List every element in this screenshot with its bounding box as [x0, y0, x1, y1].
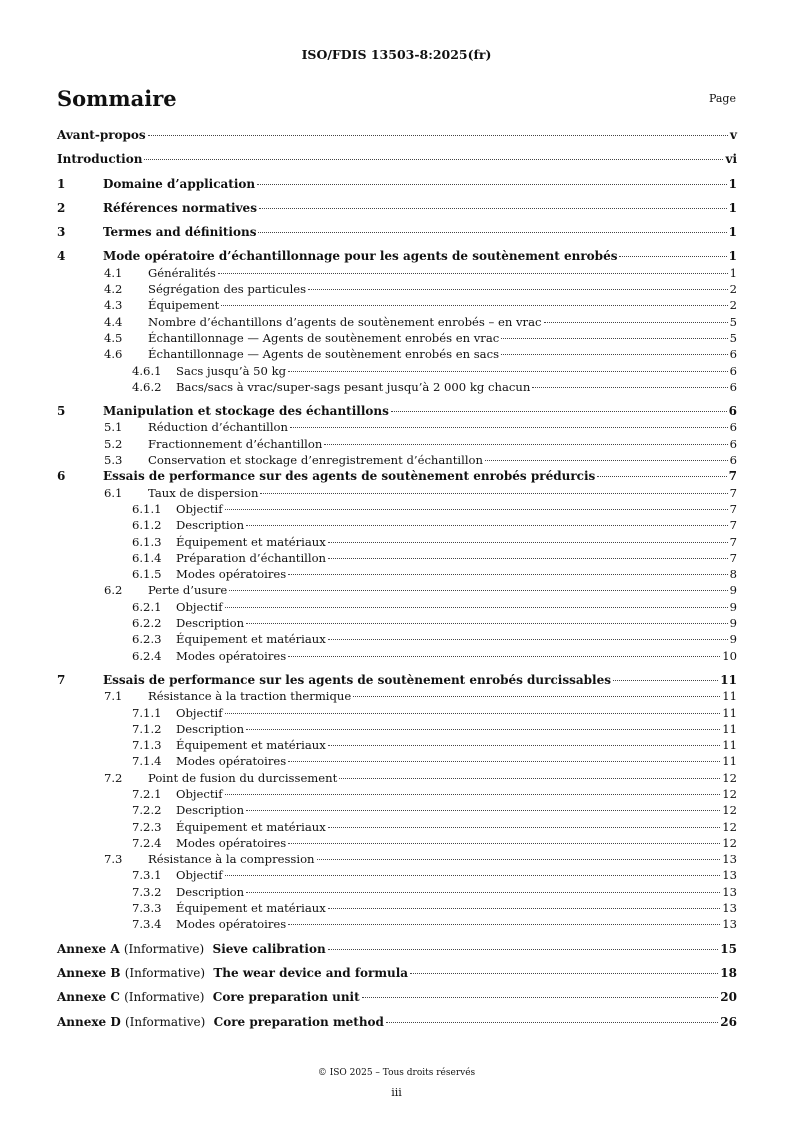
toc-entry-number: 6.1: [104, 485, 123, 500]
toc-entry-title: Équipement et matériaux: [176, 632, 326, 647]
toc-entry-title: Point de fusion du durcissement: [148, 770, 338, 785]
toc-entry-title: Bacs/sacs à vrac/super-sags pesant jusqu’à 2 000 kg chacun: [176, 379, 531, 394]
toc-entry[interactable]: [57, 249, 737, 265]
toc-entry-title: Ségrégation des particules: [148, 282, 307, 297]
dot-leader: [501, 354, 728, 355]
toc-entry-title: Fractionnement d’échantillon: [148, 436, 323, 451]
toc-entry-number: 4.4: [104, 314, 123, 329]
toc-entry-page: 6: [729, 347, 737, 362]
toc-entry-page: 10: [722, 648, 737, 663]
toc-entry-number: 4.6.1: [132, 363, 162, 378]
toc-entry-page: 6: [729, 420, 737, 435]
annex-prefix: Annexe D: [57, 1014, 121, 1029]
toc-entry[interactable]: [57, 706, 737, 722]
toc-entry-title: Description: [176, 518, 245, 533]
toc-entry-title: Échantillonnage — Agents de soutènement enrobés en sacs: [148, 347, 500, 362]
dot-leader: [362, 997, 719, 998]
dot-leader: [225, 713, 721, 714]
dot-leader: [288, 761, 720, 762]
dot-leader: [218, 273, 728, 274]
dot-leader: [328, 558, 728, 559]
toc-entry-number: 4.1: [104, 265, 123, 280]
toc-entry[interactable]: [57, 803, 737, 819]
toc-entry-page: 1: [729, 265, 737, 280]
toc-entry-title: Modes opératoires: [176, 917, 287, 932]
dot-leader: [328, 639, 728, 640]
dot-leader: [288, 656, 720, 657]
dot-leader: [225, 875, 721, 876]
toc-entry-title: Résistance à la traction thermique: [148, 689, 352, 704]
toc-entry-title: Essais de performance sur les agents de soutènement enrobés durcissables: [103, 672, 611, 687]
toc-entry-title: Références normatives: [103, 200, 257, 215]
toc-entry[interactable]: [57, 787, 737, 803]
toc-entry-page: 12: [722, 819, 737, 834]
dot-leader: [260, 493, 727, 494]
toc-entry-title: Introduction: [57, 152, 143, 167]
toc-entry[interactable]: [57, 600, 737, 616]
annex-informative: (Informative): [124, 965, 206, 980]
toc-entry-page: 6: [728, 404, 737, 419]
toc-entry-number: 6.1.5: [132, 567, 162, 582]
toc-entry-number: 6.1.3: [132, 534, 162, 549]
toc-entry-title: Core preparation method: [213, 1014, 384, 1029]
toc-entry-number: 7.2.2: [132, 803, 162, 818]
toc-entry-title: Objectif: [176, 868, 223, 883]
toc-entry-page: 7: [729, 485, 737, 500]
toc-entry[interactable]: [57, 486, 737, 502]
toc-entry-page: 9: [729, 616, 737, 631]
toc-entry[interactable]: [57, 331, 737, 347]
toc-entry[interactable]: [57, 518, 737, 534]
toc-entry-page: 2: [729, 282, 737, 297]
toc-entry-number: 6.2.1: [132, 599, 162, 614]
toc-entry-page: 9: [729, 599, 737, 614]
toc-entry[interactable]: [57, 820, 737, 836]
toc-entry[interactable]: [57, 567, 737, 583]
toc-entry[interactable]: [57, 771, 737, 787]
toc-entry-page: 11: [722, 738, 737, 753]
toc-entry-page: 12: [722, 835, 737, 850]
toc-entry-number: 4.3: [104, 298, 123, 313]
toc-entry-title: Description: [176, 721, 245, 736]
toc-entry-number: 6.2.3: [132, 632, 162, 647]
toc-entry-page: 9: [729, 583, 737, 598]
toc-entry-title: Conservation et stockage d’enregistrement d’échantillon: [148, 453, 484, 468]
dot-leader: [597, 476, 726, 477]
dot-leader: [246, 810, 720, 811]
toc-entry[interactable]: [57, 282, 737, 298]
toc-entry-page: 7: [729, 550, 737, 565]
toc-entry[interactable]: [57, 583, 737, 599]
toc-entry[interactable]: [57, 551, 737, 567]
toc-entry-number: 7.3.3: [132, 901, 162, 916]
dot-leader: [339, 778, 720, 779]
toc-entry-title: Modes opératoires: [176, 835, 287, 850]
annex-prefix: Annexe B: [57, 965, 121, 980]
toc-entry-page: 1: [728, 225, 737, 240]
toc-entry-title: Modes opératoires: [176, 567, 287, 582]
dot-leader: [288, 371, 728, 372]
dot-leader: [324, 444, 727, 445]
toc-entry[interactable]: [57, 689, 737, 705]
toc-entry-number: 6.2.4: [132, 648, 162, 663]
dot-leader: [225, 509, 728, 510]
toc-entry-title: Préparation d’échantillon: [176, 550, 327, 565]
toc-entry[interactable]: [57, 901, 737, 917]
dot-leader: [246, 729, 720, 730]
toc-entry[interactable]: [57, 852, 737, 868]
toc-entry-number: 7.1.4: [132, 754, 162, 769]
toc-entry-title: Nombre d’échantillons d’agents de soutènement enrobés – en vrac: [148, 314, 542, 329]
toc-entry[interactable]: [57, 364, 737, 380]
toc-entry-number: 6.1.4: [132, 550, 162, 565]
toc-entry[interactable]: [57, 453, 737, 469]
toc-entry-page: 7: [729, 501, 737, 516]
toc-entry[interactable]: [57, 836, 737, 852]
toc-entry-title: Avant-propos: [57, 128, 146, 142]
dot-leader: [544, 322, 728, 323]
page-title: Sommaire: [57, 86, 177, 111]
toc-entry-number: 4.2: [104, 282, 123, 297]
annex-informative: (Informative): [124, 1014, 206, 1029]
toc-entry-title: Description: [176, 884, 245, 899]
toc-entry[interactable]: [57, 917, 737, 933]
toc-entry-title: Taux de dispersion: [148, 485, 259, 500]
toc-entry-number: 4.6: [104, 347, 123, 362]
toc-entry[interactable]: [57, 966, 737, 982]
toc-entry-title: Domaine d’application: [103, 176, 256, 191]
toc-entry-number: 4.5: [104, 330, 123, 345]
toc-entry-page: 11: [722, 721, 737, 736]
dot-leader: [290, 427, 728, 428]
toc-entry-number: 7: [57, 672, 66, 687]
dot-leader: [288, 843, 720, 844]
toc-entry-page: 7: [729, 534, 737, 549]
dot-leader: [148, 135, 728, 136]
dot-leader: [288, 574, 727, 575]
dot-leader: [485, 460, 728, 461]
toc-entry-title: Perte d’usure: [148, 583, 228, 598]
toc-entry[interactable]: [57, 152, 737, 168]
toc-entry-page: 5: [729, 330, 737, 345]
toc-entry-page: 12: [722, 770, 737, 785]
toc-entry-page: 11: [722, 689, 737, 704]
dot-leader: [410, 973, 718, 974]
toc-entry-title: Manipulation et stockage des échantillons: [103, 404, 389, 419]
annex-prefix: Annexe C: [57, 990, 120, 1005]
toc-entry[interactable]: [57, 201, 737, 217]
toc-entry-title: Équipement: [148, 298, 220, 313]
toc-entry-title: Description: [176, 616, 245, 631]
toc-entry-title: The wear device and formula: [213, 965, 409, 980]
toc-entry-number: 7.2.4: [132, 835, 162, 850]
toc-entry-page: v: [730, 128, 737, 142]
dot-leader: [308, 289, 728, 290]
toc-entry-title: Réduction d’échantillon: [148, 420, 289, 435]
toc-entry-page: 26: [720, 1014, 737, 1029]
toc-entry-number: 7.3.4: [132, 917, 162, 932]
toc-entry-number: 6.2: [104, 583, 123, 598]
toc-entry-page: 11: [722, 705, 737, 720]
toc-entry[interactable]: [57, 885, 737, 901]
toc-entry-page: 15: [720, 941, 737, 956]
toc-entry-number: 5.2: [104, 436, 123, 451]
toc-entry-title: Core preparation unit: [212, 990, 360, 1005]
toc-entry-page: 9: [729, 632, 737, 647]
toc-entry[interactable]: [57, 298, 737, 314]
toc-entry-title: Sacs jusqu’à 50 kg: [176, 363, 287, 378]
toc-entry-page: 6: [729, 453, 737, 468]
dot-leader: [246, 892, 720, 893]
page-column-label: Page: [708, 92, 736, 105]
toc-entry-title: Objectif: [176, 786, 223, 801]
toc-entry-page: 12: [722, 803, 737, 818]
toc-entry[interactable]: [57, 722, 737, 738]
toc-entry-title: Objectif: [176, 501, 223, 516]
toc-entry-page: 5: [729, 314, 737, 329]
dot-leader: [386, 1022, 718, 1023]
dot-leader: [288, 924, 720, 925]
toc-entry[interactable]: [57, 990, 737, 1006]
toc-entry-number: 7.2.3: [132, 819, 162, 834]
toc-entry-title: Généralités: [148, 265, 216, 280]
toc-entry-number: 6.1.2: [132, 518, 162, 533]
toc-entry[interactable]: [57, 469, 737, 485]
toc-entry[interactable]: [57, 673, 737, 689]
toc-entry-page: 7: [728, 469, 737, 484]
toc-entry-page: 13: [722, 901, 737, 916]
dot-leader: [532, 387, 727, 388]
toc-entry-page: 11: [720, 672, 737, 687]
toc-entry-number: 7.2: [104, 770, 123, 785]
toc-entry-title: Équipement et matériaux: [176, 901, 326, 916]
toc-entry[interactable]: [57, 616, 737, 632]
dot-leader: [328, 542, 728, 543]
dot-leader: [225, 607, 728, 608]
dot-leader: [246, 623, 728, 624]
toc-entry-number: 7.2.1: [132, 786, 162, 801]
toc-entry[interactable]: [57, 738, 737, 754]
dot-leader: [221, 305, 727, 306]
toc-entry[interactable]: [57, 868, 737, 884]
dot-leader: [328, 949, 719, 950]
toc-entry-title: Équipement et matériaux: [176, 819, 326, 834]
dot-leader: [391, 411, 727, 412]
toc-entry-page: 6: [729, 436, 737, 451]
toc-entry[interactable]: [57, 942, 737, 958]
toc-entry-number: 6.2.2: [132, 616, 162, 631]
dot-leader: [501, 338, 727, 339]
toc-entry-page: 2: [729, 298, 737, 313]
toc-entry-page: 13: [722, 917, 737, 932]
toc-entry-title: Essais de performance sur des agents de soutènement enrobés prédurcis: [103, 469, 596, 484]
toc-entry-page: 1: [728, 176, 737, 191]
toc-entry-number: 7.1.1: [132, 705, 162, 720]
dot-leader: [328, 908, 720, 909]
toc-entry[interactable]: [57, 437, 737, 453]
toc-entry-title: Objectif: [176, 599, 223, 614]
toc-entry[interactable]: [57, 632, 737, 648]
toc-entry-page: 1: [728, 249, 737, 264]
dot-leader: [258, 232, 726, 233]
toc-entry-page: 6: [729, 379, 737, 394]
toc-entry-number: 5: [57, 404, 66, 419]
dot-leader: [353, 696, 720, 697]
toc-entry-number: 6.1.1: [132, 501, 162, 516]
toc-entry[interactable]: [57, 177, 737, 193]
toc-entry[interactable]: [57, 225, 737, 241]
toc-entry[interactable]: [57, 502, 737, 518]
toc-entry[interactable]: [57, 1015, 737, 1031]
annex-prefix: Annexe A: [57, 941, 120, 956]
toc-entry-number: 7.1.2: [132, 721, 162, 736]
toc-entry-number: 3: [57, 225, 66, 240]
toc-entry-page: 1: [728, 200, 737, 215]
toc-entry-number: 7.1: [104, 689, 123, 704]
toc-entry-title: Résistance à la compression: [148, 852, 315, 867]
toc-entry[interactable]: [57, 404, 737, 420]
toc-entry-number: 7.3.1: [132, 868, 162, 883]
annex-informative: (Informative): [124, 990, 205, 1005]
toc-entry-number: 1: [57, 176, 66, 191]
dot-leader: [225, 794, 721, 795]
toc-entry-page: 18: [720, 965, 737, 980]
toc-entry-page: vi: [725, 152, 737, 167]
toc-entry-number: 7.1.3: [132, 738, 162, 753]
toc-entry-number: 5.3: [104, 453, 123, 468]
toc-entry-title: Objectif: [176, 705, 223, 720]
toc-entry-page: 13: [722, 852, 737, 867]
toc-entry-title: Échantillonnage — Agents de soutènement enrobés en vrac: [148, 330, 500, 345]
toc-entry-page: 6: [729, 363, 737, 378]
toc-entry-title: Modes opératoires: [176, 648, 287, 663]
toc-entry[interactable]: [57, 315, 737, 331]
toc-entry[interactable]: [57, 535, 737, 551]
dot-leader: [257, 184, 727, 185]
toc-entry[interactable]: [57, 128, 737, 144]
toc-entry-page: 8: [729, 567, 737, 582]
toc-entry[interactable]: [57, 347, 737, 363]
dot-leader: [259, 208, 727, 209]
table-of-contents: [57, 128, 737, 1031]
toc-entry[interactable]: [57, 754, 737, 770]
toc-entry-page: 12: [722, 786, 737, 801]
dot-leader: [229, 590, 727, 591]
toc-entry-number: 6: [57, 469, 66, 484]
toc-entry[interactable]: [57, 266, 737, 282]
toc-entry-title: Mode opératoire d’échantillonnage pour les agents de soutènement enrobés: [103, 249, 618, 264]
annex-informative: (Informative): [123, 941, 205, 956]
document-header: ISO/FDIS 13503-8:2025(fr): [301, 47, 492, 62]
toc-entry-number: 2: [57, 200, 66, 215]
dot-leader: [246, 525, 728, 526]
dot-leader: [619, 256, 726, 257]
dot-leader: [317, 859, 721, 860]
dot-leader: [613, 680, 718, 681]
toc-entry-number: 5.1: [104, 420, 123, 435]
toc-entry-number: 7.3: [104, 852, 123, 867]
dot-leader: [328, 827, 720, 828]
toc-entry-page: 13: [722, 868, 737, 883]
toc-entry-title: Description: [176, 803, 245, 818]
dot-leader: [328, 745, 720, 746]
toc-entry-title: Équipement et matériaux: [176, 738, 326, 753]
toc-entry[interactable]: [57, 420, 737, 436]
toc-entry-page: 20: [720, 990, 737, 1005]
toc-entry-page: 13: [722, 884, 737, 899]
toc-entry-title: Modes opératoires: [176, 754, 287, 769]
toc-entry-number: 4.6.2: [132, 379, 162, 394]
page-number: iii: [391, 1086, 402, 1099]
dot-leader: [144, 159, 723, 160]
toc-entry-title: Sieve calibration: [212, 941, 326, 956]
toc-entry-page: 7: [729, 518, 737, 533]
copyright-footer: © ISO 2025 – Tous droits réservés: [317, 1068, 476, 1078]
toc-entry-number: 7.3.2: [132, 884, 162, 899]
toc-entry-page: 11: [722, 754, 737, 769]
toc-entry-number: 4: [57, 249, 66, 264]
toc-entry-title: Termes and définitions: [103, 225, 257, 240]
toc-entry[interactable]: [57, 380, 737, 396]
toc-entry-title: Équipement et matériaux: [176, 534, 326, 549]
toc-entry[interactable]: [57, 649, 737, 665]
